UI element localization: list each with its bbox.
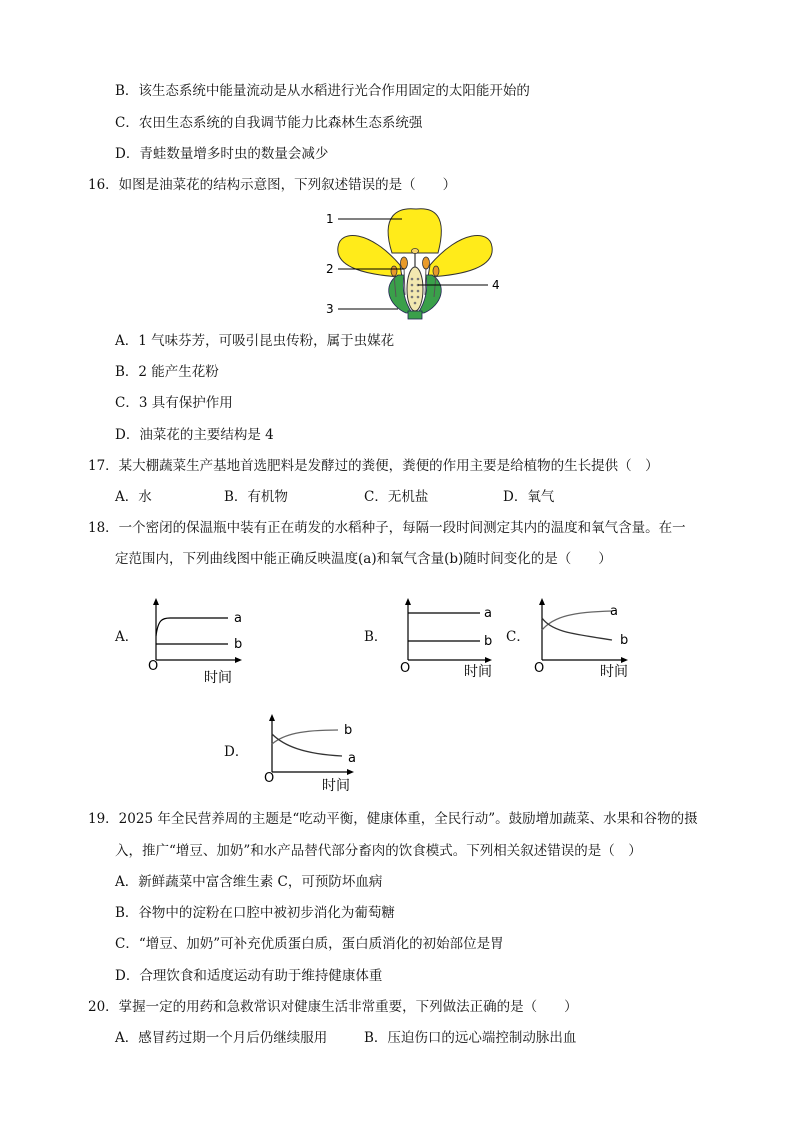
flower-label-4: 4 [492,278,500,292]
graph-a-xlabel: 时间 [204,670,232,686]
q15-option-d: D．青蛙数量增多时虫的数量会减少 [115,146,329,162]
q18-graph-b [400,594,510,684]
flower-label-1: 1 [326,212,334,226]
q16-option-c: C．3 具有保护作用 [115,395,233,411]
q19-option-c: C．“增豆、加奶”可补充优质蛋白质，蛋白质消化的初始部位是胃 [115,936,504,952]
graph-a-origin: O [148,659,159,674]
graph-c-origin: O [534,661,545,676]
rapeseed-flower-diagram [320,205,510,325]
q20-option-a: A．感冒药过期一个月后仍继续服用 [115,1030,328,1046]
flower-label-3: 3 [326,302,334,316]
q19-option-d: D．合理饮食和适度运动有助于维持健康体重 [115,968,383,984]
graph-b-curve-b: b [484,634,493,649]
q18-graph-d [262,710,372,796]
q16-option-d: D．油菜花的主要结构是 4 [115,427,274,443]
q18-stem-line1: 18．一个密闭的保温瓶中装有正在萌发的水稻种子，每隔一段时间测定其内的温度和氧气含量。在一 [88,520,686,536]
graph-a-curve-a: a [234,611,242,626]
q20-stem: 20．掌握一定的用药和急救常识对健康生活非常重要，下列做法正确的是（ ） [88,999,578,1015]
q15-option-b: B．该生态系统中能量流动是从水稻进行光合作用固定的太阳能开始的 [115,83,530,99]
graph-a-curve-b: b [234,637,243,652]
q18-graph-a-label: A． [115,629,139,645]
q19-option-a: A．新鲜蔬菜中富含维生素 C，可预防坏血病 [115,874,383,890]
q17-option-d: D．氧气 [503,489,555,505]
q19-option-b: B．谷物中的淀粉在口腔中被初步消化为葡萄糖 [115,905,395,921]
graph-b-origin: O [400,661,411,676]
q18-graph-c-label: C． [506,629,530,645]
graph-d-curve-b: b [344,723,353,738]
q17-stem: 17．某大棚蔬菜生产基地首选肥料是发酵过的粪便，粪便的作用主要是给植物的生长提供（ ） [88,458,659,474]
q18-graph-b-label: B． [364,629,388,645]
q19-stem-line1: 19．2025 年全民营养周的主题是“吃动平衡，健康体重，全民行动”。鼓励增加蔬菜、水果和谷物的摄 [88,811,698,827]
flower-label-2: 2 [326,262,334,276]
q17-option-b: B．有机物 [224,489,288,505]
graph-d-xlabel: 时间 [322,778,350,794]
q19-stem-line2: 入，推广“增豆、加奶”和水产品替代部分畜肉的饮食模式。下列相关叙述错误的是（ ） [115,843,642,859]
graph-c-xlabel: 时间 [600,664,628,680]
graph-c-curve-b: b [620,633,629,648]
q20-option-b: B．压迫伤口的远心端控制动脉出血 [364,1030,577,1046]
graph-b-xlabel: 时间 [464,664,492,680]
q17-option-c: C．无机盐 [364,489,429,505]
q18-stem-line2: 定范围内，下列曲线图中能正确反映温度(a)和氧气含量(b)随时间变化的是（ ） [115,551,612,567]
q16-option-a: A．1 气味芬芳，可吸引昆虫传粉，属于虫媒花 [115,333,395,349]
graph-b-curve-a: a [484,606,492,621]
q18-graph-c [534,594,644,684]
q17-option-a: A．水 [115,489,152,505]
q16-stem: 16．如图是油菜花的结构示意图，下列叙述错误的是（ ） [88,177,457,193]
q15-option-c: C．农田生态系统的自我调节能力比森林生态系统强 [115,115,423,131]
q16-option-b: B．2 能产生花粉 [115,364,219,380]
graph-d-origin: O [264,771,275,786]
q18-graph-a [146,596,256,686]
q18-graph-d-label: D． [224,744,249,760]
graph-c-curve-a: a [610,604,618,619]
graph-d-curve-a: a [348,751,356,766]
